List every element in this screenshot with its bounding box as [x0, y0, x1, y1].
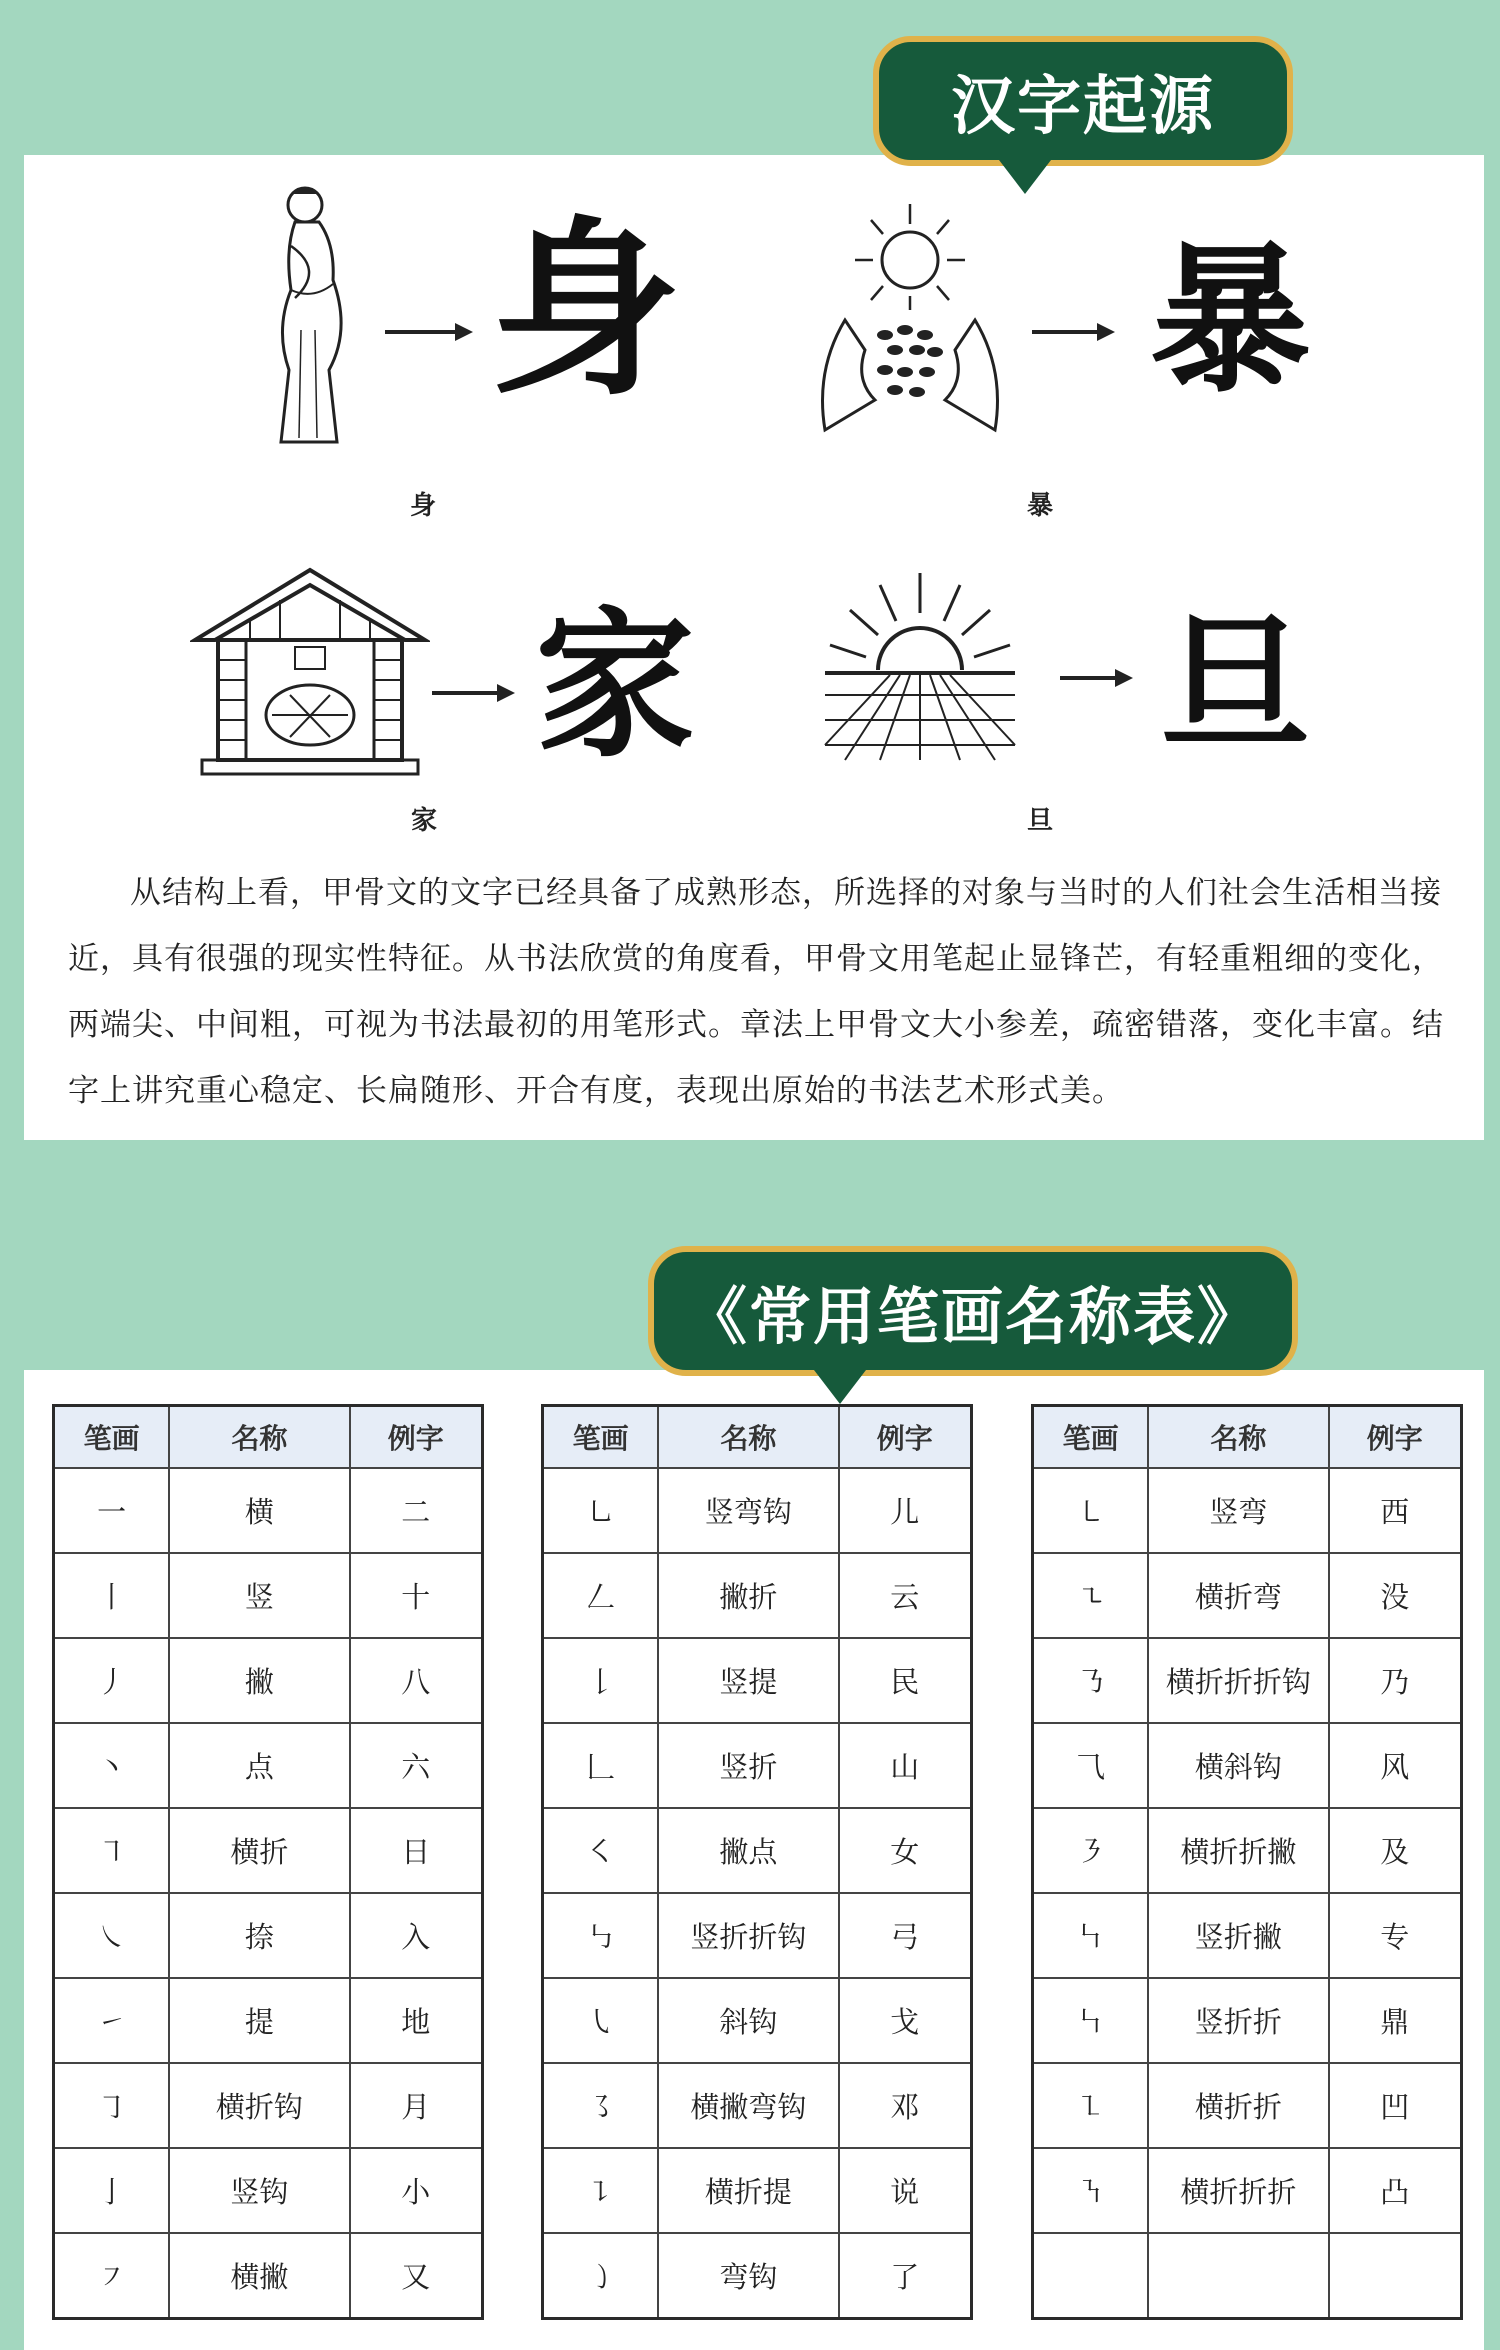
table-row [54, 1723, 483, 1808]
table-row [543, 1808, 972, 1893]
table-row [1033, 2148, 1462, 2233]
stroke-cell: ㇕ [54, 1808, 170, 1893]
example-cell: 八 [350, 1638, 483, 1723]
stroke-cell: ㇡ [1033, 1638, 1149, 1723]
table-row [543, 1553, 972, 1638]
example-cell: 戈 [839, 1978, 972, 2063]
table-row [1033, 1723, 1462, 1808]
table-row [54, 2063, 483, 2148]
woman-illustration [255, 180, 375, 460]
table-row [1033, 1553, 1462, 1638]
stroke-cell: ㇏ [54, 1893, 170, 1978]
example-cell: 了 [839, 2233, 972, 2319]
example-cell: 凹 [1329, 2063, 1462, 2148]
example-cell: 入 [350, 1893, 483, 1978]
sun-hands-illustration [805, 200, 1015, 450]
table-row [54, 2233, 483, 2319]
origin-title-tag [873, 36, 1293, 166]
table-row [543, 2233, 972, 2319]
caption-bao: 暴 [1026, 491, 1053, 521]
example-cell: 月 [350, 2063, 483, 2148]
tag-pointer [814, 1370, 866, 1404]
example-cell: 又 [350, 2233, 483, 2319]
table-row [543, 1978, 972, 2063]
name-cell: 竖折 [658, 1723, 838, 1808]
table-row [1033, 2233, 1462, 2319]
oracle-glyph-jia: 家 [535, 591, 696, 779]
example-cell: 没 [1329, 1553, 1462, 1638]
stroke-cell: 𠃊 [543, 1723, 659, 1808]
name-cell: 横折折折钩 [1148, 1638, 1328, 1723]
example-cell: 山 [839, 1723, 972, 1808]
stroke-cell: 丶 [54, 1723, 170, 1808]
name-cell: 斜钩 [658, 1978, 838, 2063]
example-cell: 及 [1329, 1808, 1462, 1893]
name-cell: 竖折撇 [1148, 1893, 1328, 1978]
name-cell: 撇 [169, 1638, 349, 1723]
name-cell: 横折钩 [169, 2063, 349, 2148]
caption-jia: 家 [410, 806, 437, 836]
tag-pointer [999, 160, 1051, 194]
stroke-table-3 [1031, 1404, 1463, 2320]
example-cell: 弓 [839, 1893, 972, 1978]
header-stroke: 笔画 [543, 1406, 659, 1469]
table-row [543, 1468, 972, 1553]
arrow-icon [432, 681, 517, 705]
name-cell: 竖折折 [1148, 1978, 1328, 2063]
stroke-cell: ㇂ [543, 1978, 659, 2063]
example-cell: 日 [350, 1808, 483, 1893]
name-cell: 横斜钩 [1148, 1723, 1328, 1808]
stroke-cell: ㇌ [543, 2063, 659, 2148]
name-cell: 提 [169, 1978, 349, 2063]
stroke-cell: ㇀ [54, 1978, 170, 2063]
stroke-cell: ㇆ [54, 2063, 170, 2148]
example-cell: 六 [350, 1723, 483, 1808]
header-example: 例字 [350, 1406, 483, 1469]
name-cell: 弯钩 [658, 2233, 838, 2319]
example-cell: 凸 [1329, 2148, 1462, 2233]
table-row [54, 1468, 483, 1553]
house-illustration [190, 565, 430, 780]
stroke-table-title: 《常用笔画名称表》 [684, 1279, 1261, 1353]
example-cell: 儿 [839, 1468, 972, 1553]
example-cell [1329, 2233, 1462, 2319]
stroke-cell: ㇉ [543, 1893, 659, 1978]
example-cell: 小 [350, 2148, 483, 2233]
name-cell: 撇点 [658, 1808, 838, 1893]
caption-dan: 旦 [1026, 806, 1053, 836]
name-cell: 横撇 [169, 2233, 349, 2319]
stroke-cell: ㇅ [1033, 2063, 1149, 2148]
table-row [1033, 2063, 1462, 2148]
table-row [543, 2063, 972, 2148]
stroke-cell: 丿 [54, 1638, 170, 1723]
origin-title: 汉字起源 [951, 70, 1215, 144]
table-header-row [54, 1406, 483, 1469]
stroke-cell: ㇁ [543, 2233, 659, 2319]
oracle-glyph-dan: 旦 [1160, 597, 1311, 773]
table-row [1033, 1468, 1462, 1553]
table-header-row [1033, 1406, 1462, 1469]
header-name: 名称 [169, 1406, 349, 1469]
stroke-cell: 一 [54, 1468, 170, 1553]
name-cell: 横折 [169, 1808, 349, 1893]
header-stroke: 笔画 [54, 1406, 170, 1469]
stroke-cell: ㇞ [1033, 1893, 1149, 1978]
name-cell: 横折折 [1148, 2063, 1328, 2148]
table-row [54, 1808, 483, 1893]
stroke-cell: ㇎ [1033, 2148, 1149, 2233]
name-cell: 横折折撇 [1148, 1808, 1328, 1893]
origin-paragraph: 从结构上看，甲骨文的文字已经具备了成熟形态，所选择的对象与当时的人们社会生活相当接近，具有很强的现实性特征。从书法欣赏的角度看，甲骨文用笔起止显锋芒，有轻重粗细的变化，两端尖、中间粗，可视为书法最初的用笔形式。章法上甲骨文大小参差，疏密错落，变化丰富。结字上讲究重心稳定、长扁随形、开合有度，表现出原始的书法艺术形式美。 [68, 875, 1444, 1109]
name-cell: 横撇弯钩 [658, 2063, 838, 2148]
table-row [1033, 1978, 1462, 2063]
name-cell: 撇折 [658, 1553, 838, 1638]
name-cell: 竖弯钩 [658, 1468, 838, 1553]
table-row [543, 2148, 972, 2233]
name-cell: 竖弯 [1148, 1468, 1328, 1553]
name-cell: 横 [169, 1468, 349, 1553]
table-row [543, 1723, 972, 1808]
table-row [543, 1893, 972, 1978]
table-row [1033, 1638, 1462, 1723]
name-cell: 竖折折钩 [658, 1893, 838, 1978]
arrow-icon [385, 320, 475, 344]
table-row [1033, 1893, 1462, 1978]
stroke-cell: 𠄌 [543, 1638, 659, 1723]
table-row [1033, 1808, 1462, 1893]
stroke-cell [1033, 2233, 1149, 2319]
example-cell: 专 [1329, 1893, 1462, 1978]
stroke-cell: ㇋ [1033, 1808, 1149, 1893]
example-cell: 十 [350, 1553, 483, 1638]
example-cell: 地 [350, 1978, 483, 2063]
name-cell: 竖钩 [169, 2148, 349, 2233]
stroke-cell: ⺄ [1033, 1723, 1149, 1808]
table-row [54, 1893, 483, 1978]
name-cell: 竖 [169, 1553, 349, 1638]
name-cell [1148, 2233, 1328, 2319]
table-row [54, 1638, 483, 1723]
stroke-cell: ㇛ [543, 1808, 659, 1893]
example-cell: 民 [839, 1638, 972, 1723]
table-header-row [543, 1406, 972, 1469]
table-row [54, 1553, 483, 1638]
table-row [54, 2148, 483, 2233]
oracle-glyph-shen: 身 [490, 198, 681, 421]
stroke-cell: ㇟ [543, 1468, 659, 1553]
name-cell: 横折折折 [1148, 2148, 1328, 2233]
name-cell: 横折提 [658, 2148, 838, 2233]
header-name: 名称 [1148, 1406, 1328, 1469]
table-row [543, 1638, 972, 1723]
stroke-cell: 𠃋 [543, 1553, 659, 1638]
name-cell: 捺 [169, 1893, 349, 1978]
stroke-cell: ㇍ [1033, 1553, 1149, 1638]
example-cell: 风 [1329, 1723, 1462, 1808]
example-cell: 二 [350, 1468, 483, 1553]
caption-shen: 身 [409, 491, 436, 521]
example-cell: 云 [839, 1553, 972, 1638]
oracle-glyph-bao: 暴 [1150, 226, 1311, 414]
stroke-cell: ㇊ [543, 2148, 659, 2233]
example-cell: 说 [839, 2148, 972, 2233]
sunrise-illustration [820, 565, 1020, 765]
stroke-cell: ㇄ [1033, 1468, 1149, 1553]
header-stroke: 笔画 [1033, 1406, 1149, 1469]
stroke-cell: ㇇ [54, 2233, 170, 2319]
stroke-cell: 亅 [54, 2148, 170, 2233]
arrow-icon [1060, 666, 1135, 690]
stroke-cell: ㇞ [1033, 1978, 1149, 2063]
header-example: 例字 [839, 1406, 972, 1469]
stroke-cell: 丨 [54, 1553, 170, 1638]
stroke-table-title-tag [648, 1246, 1298, 1376]
name-cell: 横折弯 [1148, 1553, 1328, 1638]
table-row [54, 1978, 483, 2063]
example-cell: 西 [1329, 1468, 1462, 1553]
example-cell: 邓 [839, 2063, 972, 2148]
header-example: 例字 [1329, 1406, 1462, 1469]
stroke-table-1 [52, 1404, 484, 2320]
header-name: 名称 [658, 1406, 838, 1469]
example-cell: 乃 [1329, 1638, 1462, 1723]
example-cell: 女 [839, 1808, 972, 1893]
name-cell: 竖提 [658, 1638, 838, 1723]
example-cell: 鼎 [1329, 1978, 1462, 2063]
arrow-icon [1032, 320, 1117, 344]
stroke-table-2 [541, 1404, 973, 2320]
name-cell: 点 [169, 1723, 349, 1808]
